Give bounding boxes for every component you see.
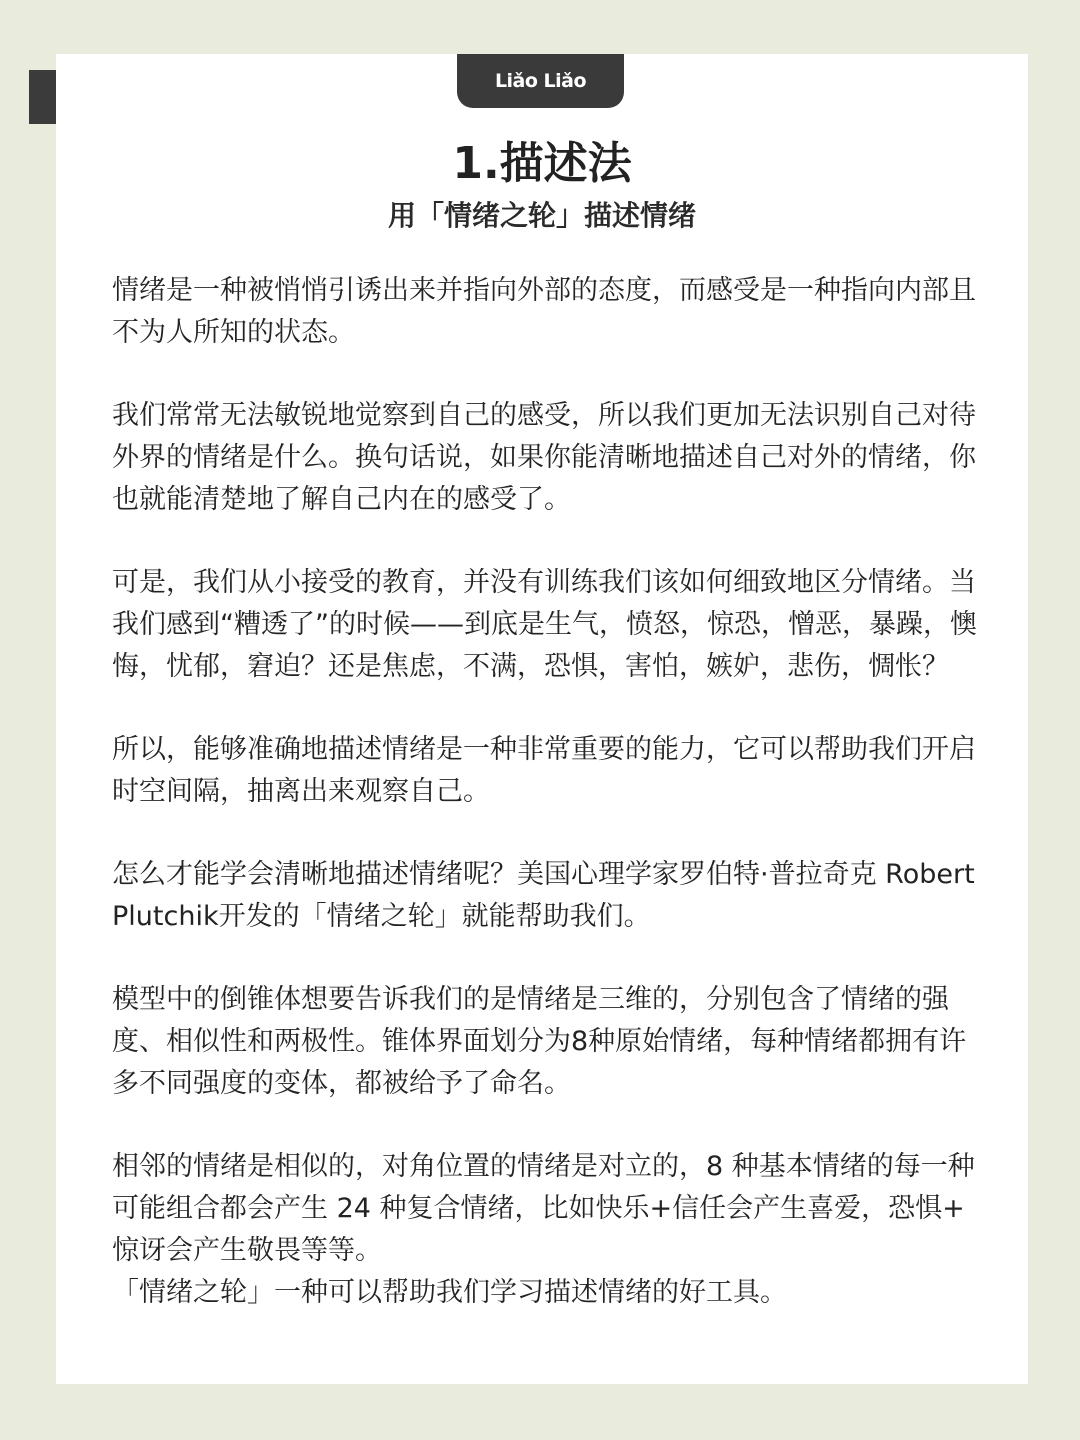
- content-card: [56, 54, 1028, 1384]
- paragraph-conclusion: 「情绪之轮」一种可以帮助我们学习描述情绪的好工具。: [112, 1277, 787, 1308]
- article-body: [112, 270, 978, 1314]
- paragraph-model: 模型中的倒锥体想要告诉我们的是情绪是三维的，分别包含了情绪的强度、相似性和两极性。锥体界面划分为8种原始情绪，每种情绪都拥有许多不同强度的变体，都被给予了命名。: [112, 984, 967, 1099]
- brand-logo-text: Liǎo Liǎo: [494, 70, 587, 92]
- brand-logo: [457, 54, 624, 108]
- page-subtitle: 用「情绪之轮」描述情绪: [387, 199, 696, 232]
- paragraph-plutchik: 怎么才能学会清晰地描述情绪呢？美国心理学家罗伯特·普拉奇克 Robert Plutchik开发的「情绪之轮」就能帮助我们。: [112, 859, 975, 932]
- paragraph-combinations: 相邻的情绪是相似的，对角位置的情绪是对立的，8 种基本情绪的每一种可能组合都会产生 24 种复合情绪，比如快乐+信任会产生喜爱，恐惧+ 惊讶会产生敬畏等等。: [112, 1151, 975, 1266]
- page-title: 1.描述法: [452, 138, 632, 189]
- paragraph-importance: 所以，能够准确地描述情绪是一种非常重要的能力，它可以帮助我们开启时空间隔，抽离出来观察自己。: [112, 734, 976, 807]
- paragraph-awareness: 我们常常无法敏锐地觉察到自己的感受，所以我们更加无法识别自己对待外界的情绪是什么。换句话说，如果你能清晰地描述自己对外的情绪，你也就能清楚地了解自己内在的感受了。: [112, 400, 976, 515]
- paragraph-education: 可是，我们从小接受的教育，并没有训练我们该如何细致地区分情绪。当我们感到“糟透了”的时候——到底是生气，愤怒，惊恐，憎恶，暴躁，懊悔，忧郁，窘迫？还是焦虑，不满，恐惧，害怕，嫉妒，悲伤，惆怅？: [112, 567, 977, 682]
- paragraph-emotion-definition: 情绪是一种被悄悄引诱出来并指向外部的态度，而感受是一种指向内部且不为人所知的状态。: [112, 275, 976, 348]
- side-bookmark-tab: [29, 70, 56, 124]
